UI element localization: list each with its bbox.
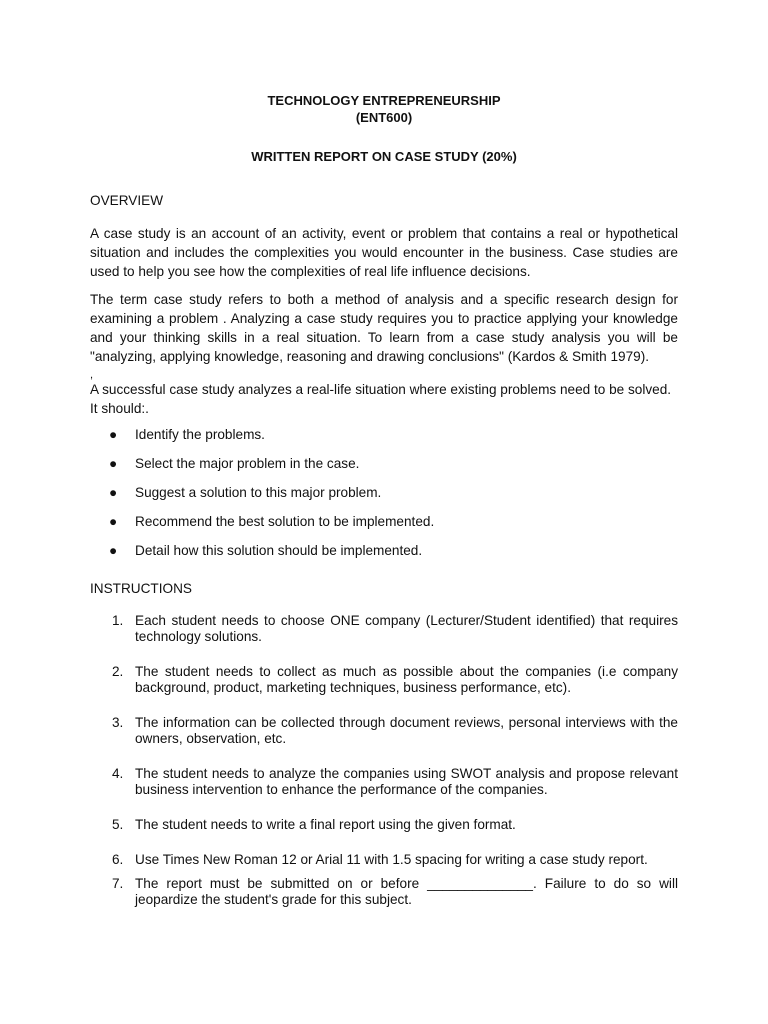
bullet-icon: ● [109,485,118,500]
bullet-icon: ● [109,456,118,471]
bullet-icon: ● [109,427,118,442]
instruction-number: 6. [112,852,124,867]
stray-comma: , [90,369,94,381]
course-title: TECHNOLOGY ENTREPRENEURSHIP [267,93,501,108]
instructions-list [90,613,678,908]
instruction-text: The report must be submitted on or before ______________. Failure to do so will jeopardize the student's grade for this subject. [135,876,678,907]
instruction-item [90,852,678,868]
bullet-icon: ● [109,514,118,529]
list-item [90,542,678,571]
list-item-text: Recommend the best solution to be implemented. [135,514,435,529]
instruction-text: The student needs to collect as much as possible about the companies (i.e company background, product, marketing techniques, business performance, etc). [135,664,678,695]
instruction-number: 3. [112,715,124,730]
list-item [90,426,678,455]
list-item-text: Detail how this solution should be implemented. [135,543,423,558]
list-item [90,513,678,542]
instruction-item [90,664,678,696]
instruction-text: The information can be collected through document reviews, personal interviews with the owners, observation, etc. [135,715,678,746]
instruction-item [90,817,678,833]
instruction-number: 7. [112,876,124,891]
instruction-text: The student needs to analyze the companies using SWOT analysis and propose relevant business intervention to enhance the performance of the companies. [135,766,678,797]
report-title: WRITTEN REPORT ON CASE STUDY (20%) [251,149,517,164]
overview-heading: OVERVIEW [90,193,164,208]
instructions-heading: INSTRUCTIONS [90,581,192,596]
instruction-item [90,613,678,645]
instruction-item [90,715,678,747]
instruction-number: 1. [112,613,124,628]
list-item [90,455,678,484]
instruction-item [90,876,678,908]
overview-paragraph-1: A case study is an account of an activity, event or problem that contains a real or hypothetical situation and includes the complexities you would encounter in the business. Case studies are used to help you see how the complexities of real life influence decisions. [90,226,678,279]
instruction-text: The student needs to write a final report using the given format. [135,817,516,832]
overview-paragraph-2: The term case study refers to both a method of analysis and a specific research design for examining a problem . Analyzing a case study requires you to practice applying your knowledge and your thinking skills in a real situation. To learn from a case study analysis you will be "analyzing, applying knowledge, reasoning and drawing conclusions" (Kardos & Smith 1979). [90,292,678,364]
instruction-number: 4. [112,766,124,781]
instruction-item [90,766,678,798]
instruction-text: Each student needs to choose ONE company (Lecturer/Student identified) that requires technology solutions. [135,613,678,644]
list-item-text: Select the major problem in the case. [135,456,360,471]
instruction-number: 5. [112,817,124,832]
list-item-text: Suggest a solution to this major problem. [135,485,382,500]
overview-lead-in: A successful case study analyzes a real-life situation where existing problems need to be solved. It should:. [90,382,672,416]
course-code: (ENT600) [355,110,413,125]
instruction-text: Use Times New Roman 12 or Arial 11 with 1.5 spacing for writing a case study report. [135,852,648,867]
bullet-icon: ● [109,543,118,558]
instruction-number: 2. [112,664,124,679]
list-item-text: Identify the problems. [135,427,265,442]
document-page [90,92,678,908]
list-item [90,484,678,513]
requirements-list [90,426,678,571]
